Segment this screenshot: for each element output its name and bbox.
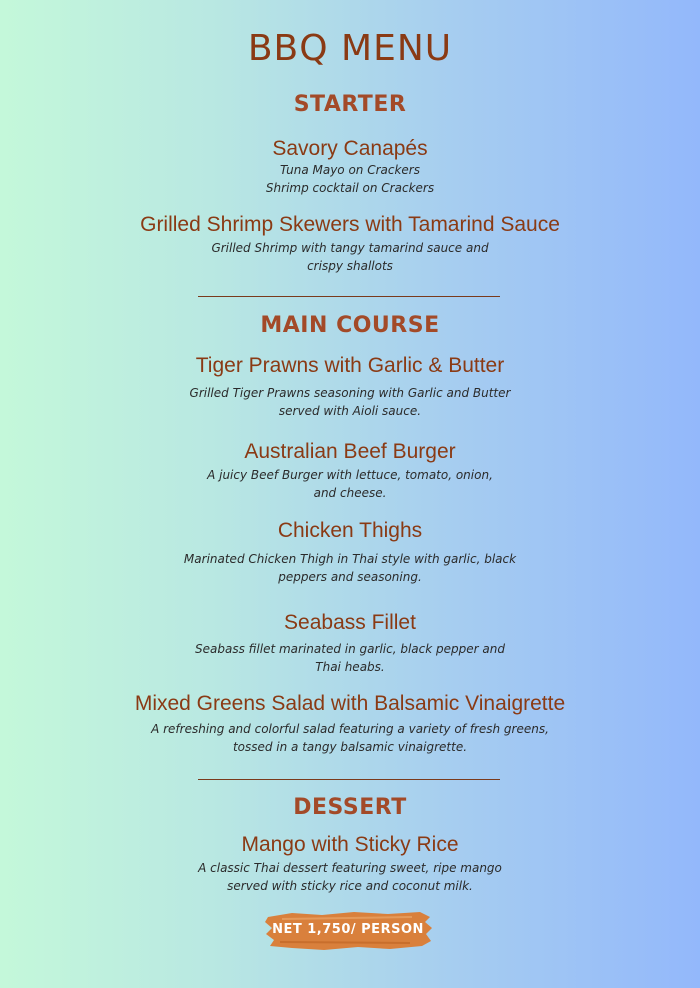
dish-description [0, 239, 700, 275]
dish-description-line: A refreshing and colorful salad featuring a variety of fresh greens, [151, 722, 549, 736]
dish-name: Mango with Sticky Rice [241, 833, 459, 856]
price-badge [262, 908, 434, 952]
dish-name: Seabass Fillet [284, 611, 416, 634]
dish-description [0, 466, 700, 502]
dish-description-line: Grilled Shrimp with tangy tamarind sauce and [211, 241, 489, 255]
price-label: NET 1,750/ PERSON [272, 922, 424, 937]
dish-name: Tiger Prawns with Garlic & Butter [195, 354, 505, 377]
dish-name: Grilled Shrimp Skewers with Tamarind Sauce [140, 213, 560, 236]
dish-description-line: crispy shallots [307, 259, 393, 273]
dish-description-line: Seabass fillet marinated in garlic, black pepper and [195, 642, 505, 656]
dish-description-line: Grilled Tiger Prawns seasoning with Garlic and Butter [189, 386, 511, 400]
dish-description [0, 161, 700, 197]
dish-description [0, 859, 700, 895]
section-heading-starter: STARTER [293, 92, 407, 117]
dish-description-line: Shrimp cocktail on Crackers [265, 181, 435, 195]
dish-name: Chicken Thighs [277, 519, 423, 542]
menu-title: BBQ MENU [247, 28, 453, 69]
section-divider [198, 779, 500, 780]
dish-description-line: Marinated Chicken Thigh in Thai style with garlic, black [183, 552, 517, 566]
section-heading-dessert: DESSERT [293, 795, 407, 820]
dish-description-line: Tuna Mayo on Crackers [279, 163, 420, 177]
dish-description-line: and cheese. [313, 486, 387, 500]
dish-description [0, 384, 700, 420]
dish-description-line: A juicy Beef Burger with lettuce, tomato, onion, [207, 468, 493, 482]
dish-description [0, 720, 700, 756]
dish-name: Mixed Greens Salad with Balsamic Vinaigrette [134, 692, 566, 715]
dish-description-line: Thai heabs. [315, 660, 385, 674]
dish-description-line: served with Aioli sauce. [278, 404, 422, 418]
dish-description [0, 550, 700, 586]
dish-name: Savory Canapés [272, 137, 428, 160]
section-divider [198, 296, 500, 297]
dish-description-line: tossed in a tangy balsamic vinaigrette. [232, 740, 468, 754]
section-heading-main-course: MAIN COURSE [260, 313, 440, 338]
dish-description [0, 640, 700, 676]
dish-name: Australian Beef Burger [244, 440, 456, 463]
dish-description-line: served with sticky rice and coconut milk. [227, 879, 473, 893]
dish-description-line: A classic Thai dessert featuring sweet, ripe mango [198, 861, 502, 875]
dish-description-line: peppers and seasoning. [278, 570, 422, 584]
